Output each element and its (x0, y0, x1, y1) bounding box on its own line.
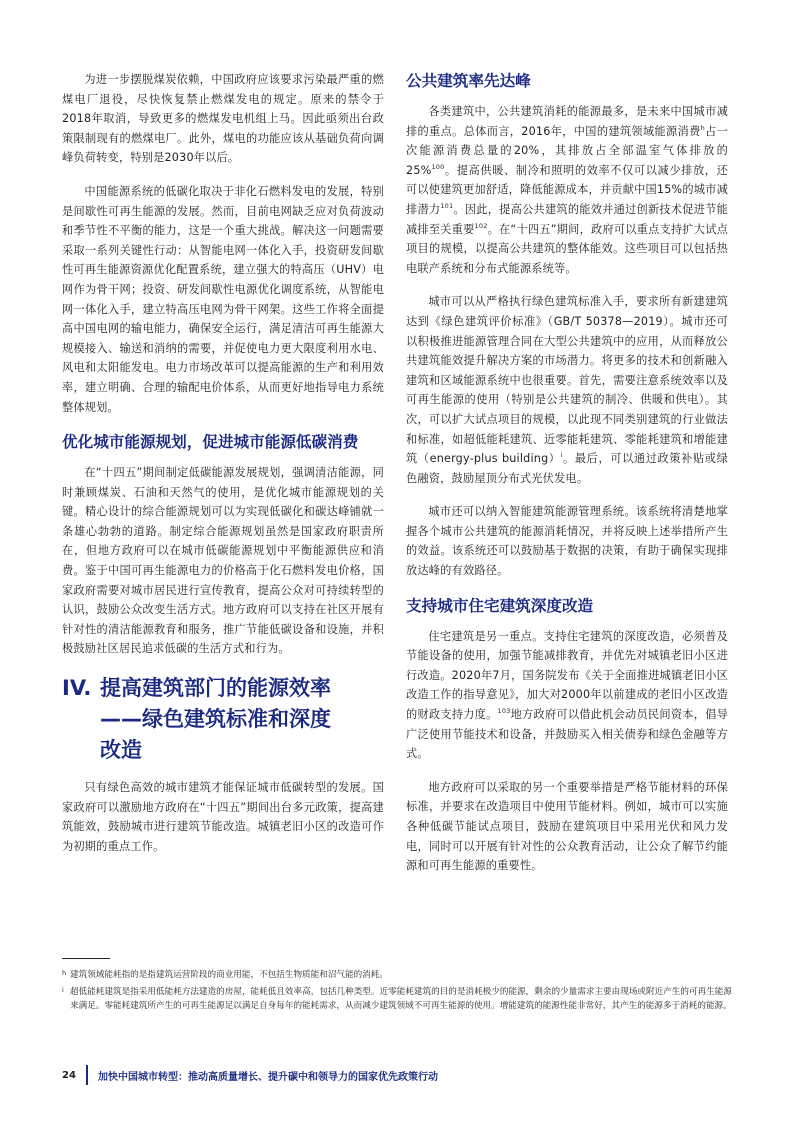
paragraph (406, 292, 728, 488)
subheading-public-buildings: 公共建筑率先达峰 (406, 72, 531, 90)
footnote-text: 超低能耗建筑是指采用低能耗方法建造的房屋，能耗低且效率高，包括几种类型。近零能耗建筑的目的是消耗极少的能源，剩余的少量需求主要由现场或附近产生的可再生能源来满足。零能耗建筑所产生的可再生能源足以满足自身每年的能耗需求，从而减少建筑领域不可再生能源的使用。增能建筑的能源性能非常好，其产生的能源多于消耗的能源。 (70, 987, 732, 1011)
footnote-h (62, 968, 732, 982)
subheading-optimize-city-energy: 优化城市能源规划，促进城市能源低碳消费 (62, 433, 359, 452)
subheading-residential-retrofit: 支持城市住宅建筑深度改造 (406, 596, 594, 615)
endnote-ref-101: 101 (440, 201, 454, 210)
footnote-text: 建筑领域能耗指的是指建筑运营阶段的商业用能，不包括生物质能和沼气能的消耗。 (70, 970, 388, 980)
paragraph: 只有绿色高效的城市建筑才能保证城市低碳转型的发展。国家政府可以激励地方政府在“十四五”期间出台多元政策，提高建筑能效，鼓励城市进行建筑节能改造。城镇老旧小区的改造可作为初期的重点工作。 (62, 781, 384, 853)
text-run: 各类建筑中，公共建筑消耗的能源最多，是未来中国城市减排的重点。总体而言，2016年，中国的建筑领域能源消费 (406, 105, 728, 138)
footnote-divider (62, 958, 110, 959)
text-run: 。因此，提高公共建筑的能效并通过创新技术促进节能减排至关重要 (406, 202, 728, 236)
paragraph: 地方政府可以采取的另一个重要举措是严格节能材料的环保标准，并要求在改造项目中使用节能材料。例如，城市可以实施各种低碳节能试点项目，鼓励在建筑项目中采用光伏和风力发电，同时可以开展有针对性的公众教育活动，让公众了解节约能源和可再生能源的重要性。 (406, 780, 728, 873)
text-run: 地方政府可以借此机会动员民间资本，倡导广泛使用节能技术和设备，并鼓励买入相关债券和绿色金融等方式。 (406, 708, 728, 761)
text-run: 。在“十四五”期间，政府可以重点支持扩大试点项目的规模，以提高公共建筑的整体能效。这些项目可以包括热电联产系统和分布式能源系统等。 (406, 222, 729, 275)
footnote-i (62, 985, 732, 1013)
section-title-line-3: 改造 (100, 738, 142, 763)
footnote-mark: i (62, 986, 64, 994)
paragraph: 在“十四五”期间制定低碳能源发展规划，强调清洁能源，同时兼顾煤炭、石油和天然气的使用，是优化城市能源规划的关键。精心设计的综合能源规划可以为实现低碳化和碳达峰铺就一条雄心勃勃的道路。制定综合能源规划虽然是国家政府职责所在，但地方政府可以在城市低碳能源规划中平衡能源供应和消费。鉴于中国可再生能源电力的价格高于化石燃料发电价格，国家政府需要对城市居民进行宣传教育，提高公众对可持续转型的认识，鼓励公众改变生活方式。地方政府可以支持在社区开展有针对性的清洁能源教育和服务，推广节能低碳设备和设施，并积极鼓励社区居民追求低碳的生活方式和行为。 (62, 466, 384, 656)
left-column (62, 70, 384, 870)
paragraph: 为进一步摆脱煤炭依赖，中国政府应该要求污染最严重的燃煤电厂退役，尽快恢复禁止燃煤发电的规定。原来的禁令于2018年取消，导致更多的燃煤发电机组上马。因此亟须出台政策限制现有的燃煤电厂。此外，煤电的功能应该从基础负荷向调峰负荷转变，特别是2030年以后。 (62, 73, 384, 165)
footer-divider (86, 1065, 88, 1085)
report-title: 加快中国城市转型：推动高质量增长、提升碳中和领导力的国家优先政策行动 (98, 1071, 438, 1083)
paragraph (406, 102, 728, 278)
section-heading-iv (62, 673, 384, 766)
endnote-ref-102: 102 (474, 221, 488, 230)
page-footer (62, 1064, 438, 1086)
endnote-ref-100: 100 (431, 162, 445, 171)
paragraph: 中国能源系统的低碳化取决于非化石燃料发电的发展，特别是间歇性可再生能源的发展。然而，目前电网缺乏应对负荷波动和季节性不平衡的能力，这是一个重大挑战。解决这一问题需要采取一系列关键性行动：从智能电网一体化入手，投资研发间歇性可再生能源资源优化配置系统，建立强大的特高压（UHV）电网作为骨干网；投资、研发间歇性电源优化调度系统，从智能电网一体化入手，建立特高压电网为骨干网架。这些工作将全面提高中国电网的输电能力，确保安全运行，满足清洁可再生能源大规模接入、输送和消纳的需要，并促使电力更大限度利用水电、风电和太阳能发电。电力市场改革可以提高能源的生产和利用效率，建立明确、合理的输配电价体系，从而更好地指导电力系统整体规划。 (62, 184, 384, 414)
footnote-ref-i: i (560, 451, 563, 460)
text-run: 城市可以从严格执行绿色建筑标准入手，要求所有新建建筑达到《绿色建筑评价标准》（GB/T 50378—2019）。城市还可以积极推进能源管理合同在大型公共建筑中的应用，从而释放公共建筑能效提升解决方案的市场潜力。将更多的技术和创新融入建筑和区域能源系统中也很重要。首先，需要注意系统效率以及可再生能源的使用（特别是公共建筑的制冷、供暖和供电）。其次，可以扩大试点项目的规模，以此现不同类别建筑的行业做法和标准，如超低能耗建筑、近零能耗建筑、零能耗建筑和增能建筑（energy-plus building） (406, 295, 728, 466)
section-title-line-2: ——绿色建筑标准和深度 (100, 707, 331, 732)
right-column (406, 70, 728, 890)
section-number: IV. (62, 676, 92, 701)
endnote-ref-103: 103 (497, 707, 511, 716)
text-run: 住宅建筑是另一重点。支持住宅建筑的深度改造，必须普及节能设备的使用，加强节能减排教育，并优先对城镇老旧小区进行改造。2020年7月，国务院发布《关于全面推进城镇老旧小区改造工作的指导意见》，加大对2000年以前建成的老旧小区改造的财政支持力度。 (406, 629, 728, 722)
paragraph (406, 627, 728, 764)
paragraph: 城市还可以纳入智能建筑能源管理系统。该系统将清楚地掌握各个城市公共建筑的能源消耗情况，并将反映上述举措所产生的效益。该系统还可以鼓励基于数据的决策，有助于确保实现排放达峰的有效路径。 (406, 505, 728, 578)
text-run: 占一次能源消费总量的20%，其排放占全部温室气体排放的25% (406, 124, 728, 177)
footnote-ref-h: h (700, 123, 705, 132)
page-number: 24 (62, 1069, 76, 1081)
text-run: 。提高供暖、制冷和照明的效率不仅可以减少排放，还可以使建筑更加舒适，降低能源成本，并贡献中国15%的城市减排潜力 (406, 163, 728, 216)
text-run: 。最后，可以通过政策补贴或绿色融资，鼓励屋顶分布式光伏发电。 (406, 452, 728, 485)
footnotes (62, 968, 732, 1016)
footnote-mark: h (62, 969, 67, 977)
section-title-line-1: 提高建筑部门的能源效率 (100, 676, 331, 701)
